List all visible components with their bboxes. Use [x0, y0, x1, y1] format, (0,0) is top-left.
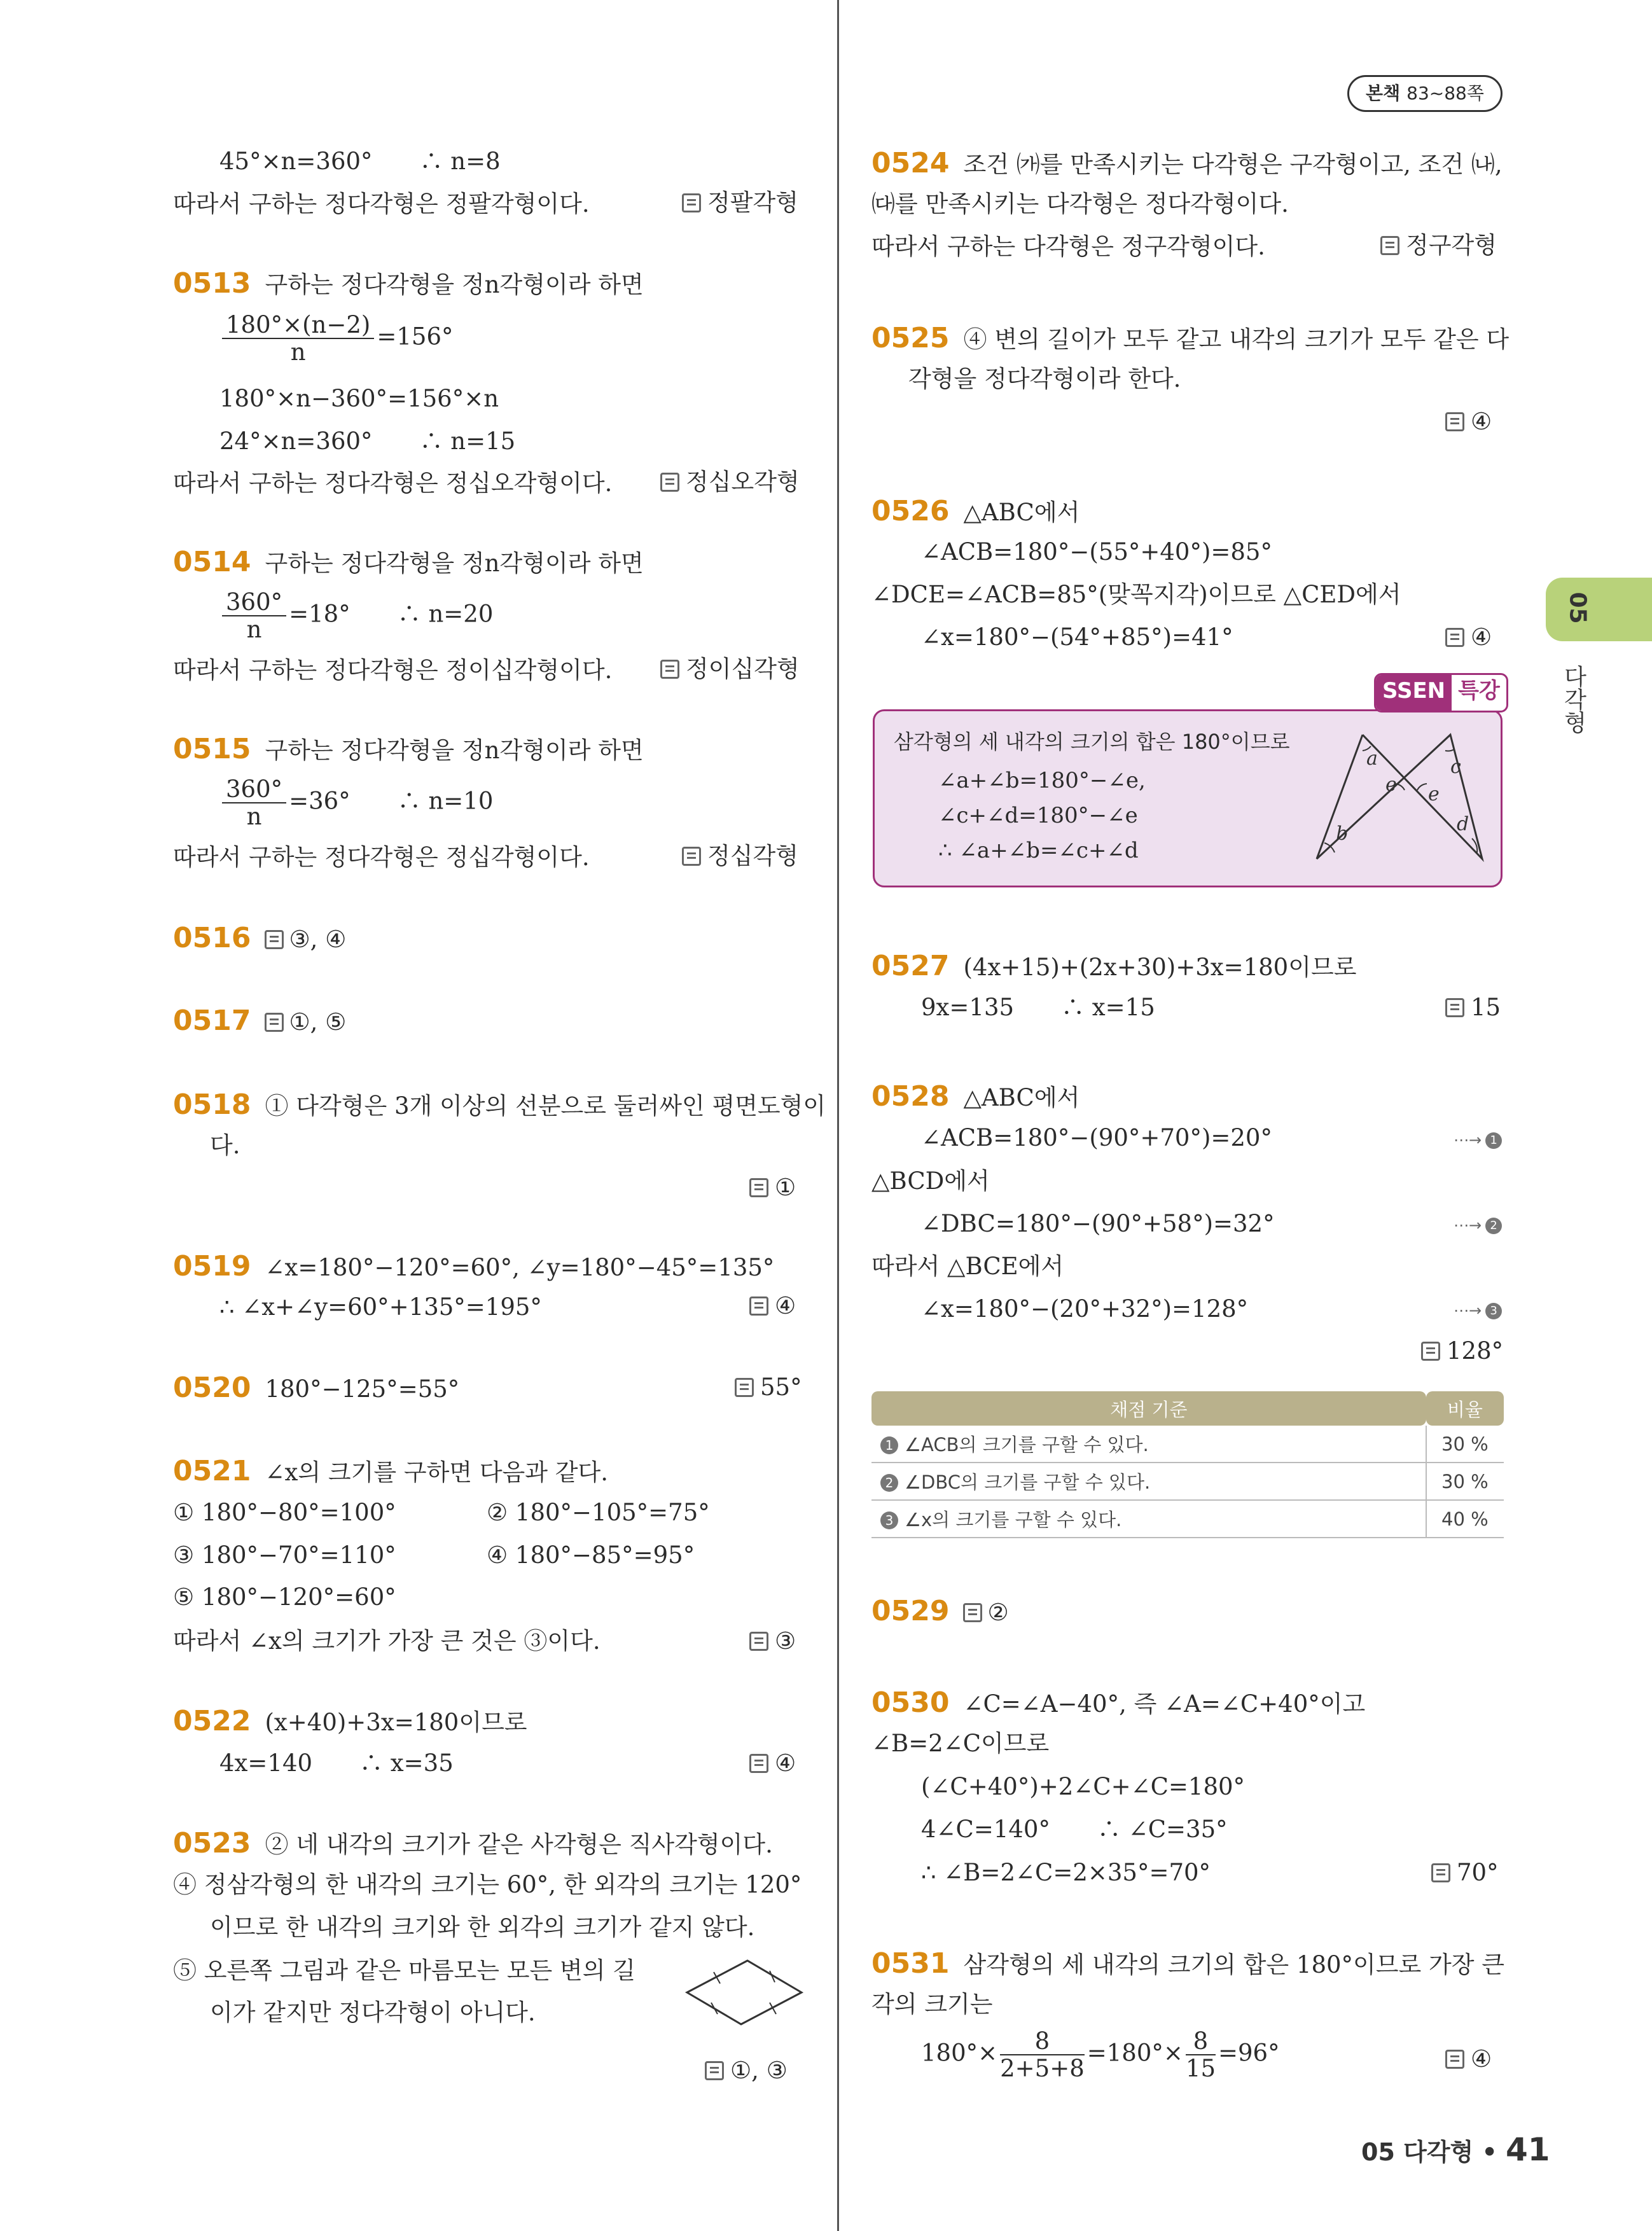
problem-number: 0515: [173, 733, 251, 765]
answer-icon: [682, 847, 701, 866]
angle-label-d: d: [1457, 813, 1469, 835]
problem-0531: 0531 삼각형의 세 내각의 크기의 합은 180°이므로 가장 큰: [871, 1947, 1505, 1980]
answer-0522: ④: [749, 1751, 796, 1775]
chapter-tab-label: 다각형: [1560, 665, 1586, 733]
ssen-line3: ∠c+∠d=180°−∠e: [938, 803, 1138, 828]
problem-0525: 0525 ④ 변의 길이가 모두 같고 내각의 크기가 모두 같은 다: [871, 322, 1510, 354]
answer-0530: 70°: [1431, 1861, 1499, 1884]
scoring-table: [871, 1391, 1504, 1538]
sol-0514-line2: 따라서 구하는 정다각형은 정이십각형이다.: [173, 657, 613, 684]
ssen-badge: SSEN 특강: [1374, 673, 1508, 712]
problem-0523: 0523 ② 네 내각의 크기가 같은 사각형은 직사각형이다.: [173, 1827, 773, 1859]
sol-0521-opt3: ③ 180°−70°=110°: [173, 1541, 396, 1569]
answer-icon: [749, 1632, 768, 1651]
problem-number: 0514: [173, 546, 251, 578]
problem-number: 0531: [871, 1947, 950, 1980]
problem-number: 0516: [173, 922, 251, 954]
sol-0527-line2: 9x=135 ∴ x=15: [921, 994, 1155, 1021]
answer-0525: ④: [1445, 410, 1492, 433]
sol-0523-line3: 이므로 한 내각의 크기와 한 외각의 크기가 같지 않다.: [210, 1914, 755, 1941]
sol-0523-line2: ④ 정삼각형의 한 내각의 크기는 60°, 한 외각의 크기는 120°: [173, 1871, 802, 1898]
sol-0522-line2: 4x=140 ∴ x=35: [219, 1749, 454, 1777]
table-row: 1 ∠ACB의 크기를 구할 수 있다. 30 %: [871, 1426, 1504, 1463]
answer-icon: [749, 1296, 768, 1316]
answer-0523: ①, ③: [705, 2059, 788, 2082]
sol-0528-line3: △BCD에서: [871, 1167, 990, 1195]
answer-0518: ①: [749, 1176, 796, 1199]
sol-0528-line5: 따라서 △BCE에서: [871, 1253, 1064, 1280]
answer-0513: 정십오각형: [660, 470, 800, 494]
answer-icon: [735, 1378, 754, 1397]
ref-pages: 83~88쪽: [1406, 83, 1484, 104]
problem-number: 0520: [173, 1372, 251, 1404]
ssen-line1: 삼각형의 세 내각의 크기의 합은 180°이므로: [894, 730, 1290, 754]
sol-0521-conclusion: 따라서 ∠x의 크기가 가장 큰 것은 ③이다.: [173, 1627, 600, 1655]
chapter-tab-number: 05: [1564, 592, 1591, 624]
sol-0524-line2: ㈐를 만족시키는 다각형은 정다각형이다.: [871, 190, 1289, 218]
step-marker-2: ⋯→ 2: [1454, 1216, 1502, 1234]
answer-0524: 정구각형: [1380, 233, 1497, 257]
sol-0521-opt2: ② 180°−105°=75°: [487, 1499, 710, 1526]
fraction: $\frac{8}{15}$: [1185, 2027, 1216, 2082]
table-row: 2 ∠DBC의 크기를 구할 수 있다. 30 %: [871, 1463, 1504, 1500]
answer-icon: [1445, 628, 1464, 647]
fraction: $\frac{180^\circ\times(n-2)}{n}$: [222, 313, 374, 364]
sol-0523-line4: ⑤ 오른쪽 그림과 같은 마름모는 모든 변의 길: [173, 1957, 635, 1984]
scoring-header-ratio: 비율: [1426, 1391, 1504, 1426]
problem-number: 0526: [871, 495, 950, 527]
angle-label-b: b: [1336, 823, 1349, 845]
sol-0530-line4: 4∠C=140° ∴ ∠C=35°: [921, 1816, 1228, 1843]
chapter-tab[interactable]: [1546, 578, 1652, 641]
problem-0526: 0526 △ABC에서: [871, 495, 1080, 527]
answer-icon: [682, 193, 701, 212]
sol-0515-frac: $\frac{360^\circ}{n}$ =36° ∴ n=10: [219, 777, 493, 828]
angle-label-e-right: e: [1428, 783, 1440, 805]
answer-0520: 55°: [735, 1375, 802, 1399]
sol-0513-line2: 180°×n−360°=156°×n: [219, 385, 499, 412]
table-row: 3 ∠x의 크기를 구할 수 있다. 40 %: [871, 1500, 1504, 1538]
answer-icon: [1445, 2050, 1464, 2069]
sol-0518-line2: 다.: [210, 1132, 240, 1159]
answer-0527: 15: [1445, 996, 1501, 1019]
sol-0521-opt4: ④ 180°−85°=95°: [487, 1541, 695, 1569]
problem-0515: 0515 구하는 정다각형을 정n각형이라 하면: [173, 733, 644, 765]
sol-0512-line1: 45°×n=360° ∴ n=8: [219, 148, 501, 175]
problem-0530: 0530 ∠C=∠A−40°, 즉 ∠A=∠C+40°이고: [871, 1686, 1366, 1719]
angle-label-a: a: [1366, 747, 1378, 770]
bowtie-triangles-figure: [1310, 725, 1489, 865]
answer-icon: [1380, 236, 1399, 255]
step-marker-3: ⋯→ 3: [1454, 1302, 1502, 1319]
step-marker-1: ⋯→ 1: [1454, 1131, 1502, 1149]
problem-0518: 0518 ① 다각형은 3개 이상의 선분으로 둘러싸인 평면도형이: [173, 1088, 826, 1121]
answer-icon: [265, 930, 284, 949]
answer-0512: 정팔각형: [682, 191, 798, 214]
problem-0513: 0513 구하는 정다각형을 정n각형이라 하면: [173, 267, 644, 300]
sol-0526-line2: ∠ACB=180°−(55°+40°)=85°: [921, 538, 1272, 566]
sol-0530-line2: ∠B=2∠C이므로: [871, 1730, 1050, 1757]
ssen-line4: ∴ ∠a+∠b=∠c+∠d: [938, 838, 1139, 863]
answer-icon: [660, 473, 679, 492]
problem-number: 0524: [871, 147, 950, 179]
problem-number: 0522: [173, 1705, 251, 1737]
sol-0513-line3: 24°×n=360° ∴ n=15: [219, 427, 516, 455]
problem-number: 0521: [173, 1455, 251, 1487]
answer-0515: 정십각형: [682, 844, 798, 868]
answer-0531: ④: [1445, 2047, 1492, 2071]
problem-0521: 0521 ∠x의 크기를 구하면 다음과 같다.: [173, 1455, 609, 1487]
problem-0528: 0528 △ABC에서: [871, 1080, 1080, 1113]
sol-0514-frac: $\frac{360^\circ}{n}$ =18° ∴ n=20: [219, 590, 493, 641]
sol-0521-opt5: ⑤ 180°−120°=60°: [173, 1583, 396, 1611]
page-number: 41: [1506, 2131, 1550, 2168]
scoring-header-criteria: 채점 기준: [871, 1391, 1426, 1426]
answer-icon: [749, 1754, 768, 1773]
answer-icon: [1431, 1863, 1450, 1882]
sol-0523-line5: 이가 같지만 정다각형이 아니다.: [210, 1999, 536, 2026]
column-divider: [837, 0, 839, 2231]
sol-0526-line3: ∠DCE=∠ACB=85°(맞꼭지각)이므로 △CED에서: [871, 581, 1401, 608]
problem-number: 0513: [173, 267, 251, 300]
sol-0515-line2: 따라서 구하는 정다각형은 정십각형이다.: [173, 844, 590, 871]
answer-icon: [1445, 412, 1464, 431]
sol-0519-line2: ∴ ∠x+∠y=60°+135°=195°: [219, 1293, 542, 1321]
answer-0528: 128°: [1421, 1339, 1503, 1363]
answer-icon: [265, 1013, 284, 1032]
sol-0528-line2: ∠ACB=180°−(90°+70°)=20°: [921, 1124, 1272, 1151]
angle-label-e-left: e: [1385, 774, 1397, 796]
problem-number: 0528: [871, 1080, 950, 1113]
rhombus-figure: [681, 1953, 808, 2036]
sol-0528-line6: ∠x=180°−(20°+32°)=128°: [921, 1295, 1249, 1323]
sol-0521-opt1: ① 180°−80°=100°: [173, 1499, 396, 1526]
problem-number: 0517: [173, 1004, 251, 1037]
answer-icon: [1421, 1342, 1440, 1361]
fraction: $\frac{360^\circ}{n}$: [222, 590, 286, 641]
sol-0530-line5: ∴ ∠B=2∠C=2×35°=70°: [921, 1859, 1211, 1886]
answer-icon: [749, 1178, 768, 1197]
ssen-line2: ∠a+∠b=180°−∠e,: [938, 768, 1146, 793]
sol-0530-line3: (∠C+40°)+2∠C+∠C=180°: [921, 1773, 1246, 1800]
problem-0516: 0516 ③, ④: [173, 922, 347, 954]
fraction: $\frac{8}{2+5+8}$: [1000, 2027, 1085, 2082]
sol-0513-frac: $\frac{180^\circ\times(n-2)}{n}$ =156°: [219, 313, 454, 364]
answer-0521: ③: [749, 1629, 796, 1653]
answer-icon: [705, 2061, 724, 2080]
answer-0519: ④: [749, 1294, 796, 1317]
problem-0519: 0519 ∠x=180°−120°=60°, ∠y=180°−45°=135°: [173, 1250, 775, 1282]
angle-label-c: c: [1450, 756, 1461, 778]
sol-0528-line4: ∠DBC=180°−(90°+58°)=32°: [921, 1210, 1275, 1237]
sol-0531-formula: 180°× $\frac{8}{2+5+8}$ =180°× $\frac{8}{15}$ =96°: [921, 2027, 1280, 2082]
fraction: $\frac{360^\circ}{n}$: [222, 777, 286, 828]
sol-0526-line4: ∠x=180°−(54°+85°)=41°: [921, 623, 1233, 651]
sol-0513-line4: 따라서 구하는 정다각형은 정십오각형이다.: [173, 469, 613, 497]
sol-0525-line2: 각형을 정다각형이라 한다.: [908, 365, 1181, 393]
problem-number: 0527: [871, 950, 950, 982]
problem-number: 0530: [871, 1686, 950, 1719]
problem-0524: 0524 조건 ㈎를 만족시키는 다각형은 구각형이고, 조건 ㈏,: [871, 147, 1503, 179]
answer-0514: 정이십각형: [660, 657, 800, 681]
ref-label: 본책: [1366, 83, 1401, 104]
sol-0531-line2: 각의 크기는: [871, 1991, 993, 2018]
problem-0527: 0527 (4x+15)+(2x+30)+3x=180이므로: [871, 950, 1357, 982]
reference-pages-badge: [1347, 75, 1503, 112]
problem-number: 0518: [173, 1088, 251, 1121]
answer-0526: ④: [1445, 625, 1492, 649]
problem-number: 0523: [173, 1827, 251, 1859]
problem-number: 0525: [871, 322, 950, 354]
sol-0524-line3: 따라서 구하는 다각형은 정구각형이다.: [871, 233, 1265, 260]
problem-0517: 0517 ①, ⑤: [173, 1004, 347, 1037]
problem-number: 0529: [871, 1595, 950, 1627]
problem-0520: 0520 180°−125°=55°: [173, 1372, 460, 1404]
problem-0514: 0514 구하는 정다각형을 정n각형이라 하면: [173, 546, 644, 578]
problem-0529: 0529 ②: [871, 1595, 1009, 1627]
answer-icon: [1445, 998, 1464, 1017]
answer-icon: [963, 1603, 982, 1622]
answer-icon: [660, 660, 679, 679]
page-footer: 05 다각형 • 41: [1361, 2131, 1550, 2168]
problem-0522: 0522 (x+40)+3x=180이므로: [173, 1705, 527, 1737]
problem-number: 0519: [173, 1250, 251, 1282]
sol-0512-line2: 따라서 구하는 정다각형은 정팔각형이다.: [173, 190, 590, 218]
